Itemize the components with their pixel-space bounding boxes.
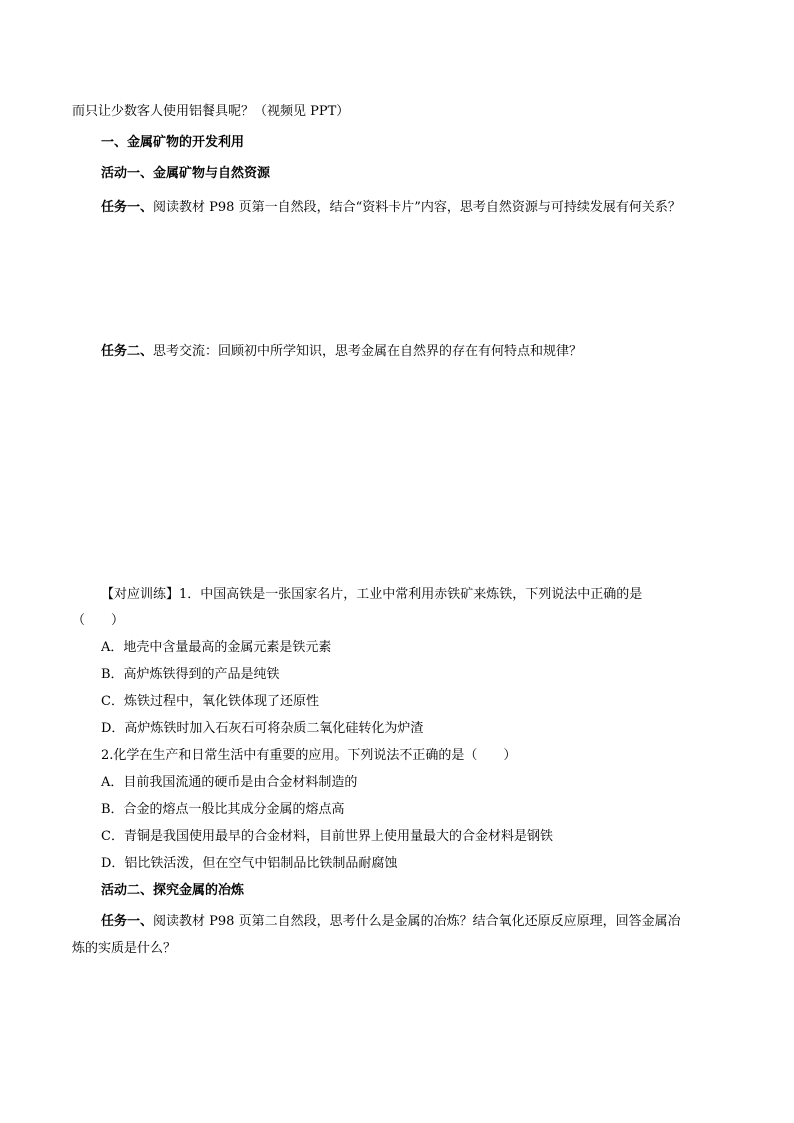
intro-line: 而只让少数客人使用铝餐具呢？（视频见 PPT） [72, 104, 350, 119]
question-1-option-b: B．高炉炼铁得到的产品是纯铁 [101, 667, 280, 682]
question-1-answer-blank: （ ） [72, 613, 125, 628]
activity-1-task-2 [101, 343, 582, 361]
task-label: 任务一、 [101, 914, 154, 929]
question-1-option-a: A．地壳中含量最高的金属元素是铁元素 [101, 640, 332, 655]
question-1-stem [101, 586, 642, 604]
task-text: 阅读教材 P98 页第一自然段，结合“资料卡片”内容，思考自然资源与可持续发展有何关系？ [153, 200, 681, 215]
activity-1-heading: 活动一、金属矿物与自然资源 [101, 166, 271, 181]
section-heading-1: 一、金属矿物的开发利用 [101, 135, 245, 150]
question-2-option-b: B．合金的熔点一般比其成分金属的熔点高 [101, 802, 345, 817]
activity-2-task-1-continued: 炼的实质是什么？ [72, 941, 177, 956]
question-1-option-d: D．高炉炼铁时加入石灰石可将杂质二氧化硅转化为炉渣 [101, 721, 424, 736]
question-2-option-d: D．铝比铁活泼，但在空气中铝制品比铁制品耐腐蚀 [101, 856, 398, 871]
task-label: 任务一、 [101, 200, 154, 215]
question-2-stem: 2.化学在生产和日常生活中有重要的应用。下列说法不正确的是（ ） [101, 748, 517, 763]
question-1-option-c: C．炼铁过程中，氧化铁体现了还原性 [101, 694, 319, 709]
task-label: 任务二、 [101, 344, 154, 359]
task-text: 阅读教材 P98 页第二自然段，思考什么是金属的冶炼？结合氧化还原反应原理，回答金属冶 [153, 914, 681, 929]
activity-2-heading: 活动二、探究金属的冶炼 [101, 883, 245, 898]
activity-1-task-1 [101, 199, 681, 217]
task-text: 思考交流：回顾初中所学知识，思考金属在自然界的存在有何特点和规律？ [153, 344, 583, 359]
exercise-tag: 【对应训练】 [101, 587, 180, 602]
question-2-option-c: C．青铜是我国使用最早的合金材料，目前世界上使用量最大的合金材料是钢铁 [101, 829, 553, 844]
question-1-text: 1．中国高铁是一张国家名片，工业中常利用赤铁矿来炼铁，下列说法中正确的是 [179, 587, 643, 602]
question-2-option-a: A．目前我国流通的硬币是由合金材料制造的 [101, 775, 358, 790]
activity-2-task-1 [101, 913, 681, 931]
